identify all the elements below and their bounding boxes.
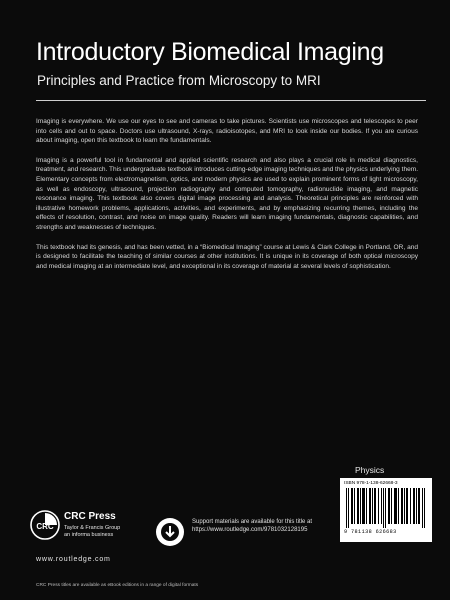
title-divider <box>36 100 426 101</box>
barcode-icon <box>344 488 428 528</box>
blurb-paragraph: This textbook had its genesis, and has been vetted, in a “Biomedical Imaging” course at Lewis & Clark College in Portland, OR, and is designed to facilitate the teaching of similar courses at other institutions. It is unique in its coverage of both optical microscopy and medical imaging at an intermediate level, and exceptional in its coverage of material at several levels of sophistication. <box>36 243 418 270</box>
svg-text:CRC: CRC <box>36 522 54 531</box>
support-materials-note: Support materials are available for this title at https://www.routledge.com/9781032128195 <box>192 519 313 533</box>
blurb-paragraph: Imaging is a powerful tool in fundamental and applied scientific research and also plays a crucial role in medical diagnostics, treatment, and research. This undergraduate textbook introduces cutting-edge imaging techniques and the physics underlying them. Elementary concepts from electromagnetism, optics, and modern physics are used to explain prominent forms of light microscopy, as well as endoscopy, ultrasound, projection radiography and computed tomography, radionuclide imaging, and magnetic resonance imaging. This textbook also covers digital image processing and analysis. Theoretical principles are reinforced with illustrative homework problems, applications, activities, and experiments, and by emphasizing recurring themes, including the effects of resolution, contrast, and noise on image quality. Readers will learn imaging fundamentals, diagnostic capabilities, and strengths and weaknesses of techniques. <box>36 156 419 231</box>
crc-press-logo-icon <box>30 510 60 540</box>
publisher-group: Taylor & Francis Group <box>64 525 121 531</box>
publisher-url[interactable]: www.routledge.com <box>36 556 111 563</box>
isbn-barcode <box>340 478 432 542</box>
support-material-badge-icon <box>155 517 185 547</box>
subject-label: Physics <box>355 465 385 475</box>
publisher-informa: an informa business <box>64 532 114 538</box>
barcode-digits: 9 781138 626683 <box>344 529 397 535</box>
book-title: Introductory Biomedical Imaging <box>36 38 384 66</box>
publisher-name: CRC Press <box>64 511 116 522</box>
back-cover-blurb <box>36 117 418 281</box>
isbn-number: ISBN 978-1-138-62668-3 <box>344 481 398 486</box>
ebook-footnote: CRC Press titles are available as eBook editions in a range of digital formats <box>36 583 199 588</box>
blurb-paragraph: Imaging is everywhere. We use our eyes to see and cameras to take pictures. Scientists use microscopes and telescopes to peer into cells and out to space. Doctors use ultrasound, X-rays, radioisotopes, and MRI to look inside our bodies. If you are curious about imaging, open this textbook to learn the fundamentals. <box>36 118 418 145</box>
book-subtitle: Principles and Practice from Microscopy to MRI <box>37 73 321 88</box>
